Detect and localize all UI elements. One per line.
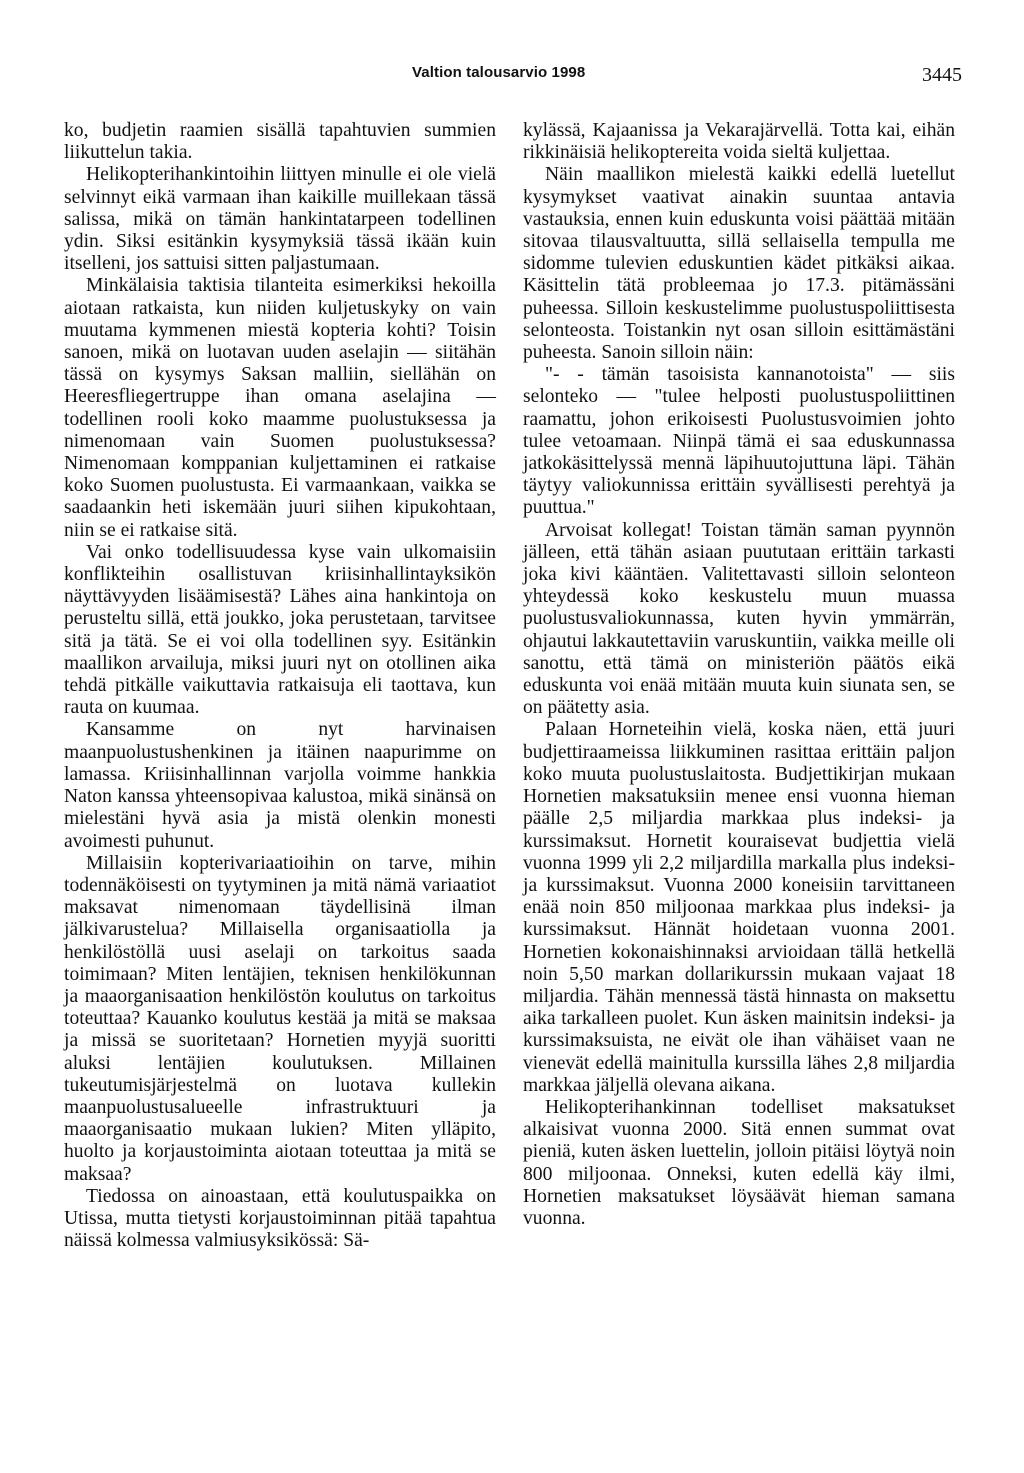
paragraph: Millaisiin kopterivariaatioihin on tarve, mihin todennäköisesti on tyytyminen ja mitä nämä variaatiot maksavat nimenomaan täydellisinä ilman jälkivarustelua? Millaisella organisaatiolla ja henkilöstöllä uusi aselaji on tarkoitus saada toimimaan? Miten lentäjien, teknisen henkilökunnan ja maaorganisaation henkilöstön koulutus on tarkoitus toteuttaa? Kauanko koulutus kestää ja mitä se maksaa ja missä se suoritetaan? Hornetien myyjä suoritti aluksi lentäjien koulutuksen. Millainen tukeutumisjärjestelmä on luotava kullekin maanpuolustusalueelle infrastruktuuri ja maaorganisaatio mukaan lukien? Miten ylläpito, huolto ja korjaustoiminta aiotaan toteuttaa ja mitä se maksaa? <box>64 852 496 1185</box>
paragraph: Minkälaisia taktisia tilanteita esimerkiksi hekoilla aiotaan ratkaista, kun niiden kuljetuskyky on vain muutama kymmenen miestä kopteria kohti? Toisin sanoen, mikä on luotavan uuden aselajin — siitähän tässä on kysymys Saksan malliin, siellähän on Heeresfliegertruppe ihan omana aselajina — todellinen rooli koko maamme puolustuksessa ja nimenomaan vain Suomen puolustuksessa? Nimenomaan komppanian kuljettaminen ei ratkaise koko Suomen puolustusta. Ei varmaankaan, vaikka se saadaankin heti iskemään juuri siihen kipukohtaan, niin se ei ratkaise sitä. <box>64 275 496 541</box>
paragraph: ko, budjetin raamien sisällä tapahtuvien summien liikuttelun takia. <box>64 120 496 164</box>
paragraph: Tiedossa on ainoastaan, että koulutuspaikka on Utissa, mutta tietysti korjaustoiminnan pitää tapahtua näissä kolmessa valmiusyksikössä: Sä- <box>64 1185 496 1252</box>
page-number: 3445 <box>922 64 962 86</box>
quotation-paragraph: "- - tämän tasoisista kannanotoista" — siis selonteko — "tulee helposti puolustuspoliittinen raamattu, johon erikoisesti Puolustusvoimien johto tulee vetoamaan. Niinpä tämä ei saa eduskunnassa jatkokäsittelyssä mennä läpihuutojuttuna läpi. Tähän täytyy valiokunnissa erittäin syvällisesti perehtyä ja puuttua." <box>523 364 955 519</box>
running-header-title: Valtion talousarvio 1998 <box>412 64 586 81</box>
paragraph: Näin maallikon mielestä kaikki edellä luetellut kysymykset vaativat ainakin suuntaa antavia vastauksia, ennen kuin eduskunta voisi päättää mitään sitovaa tilausvaltuutta, sillä sellaisella tempulla me sidomme tulevien eduskuntien kädet pitkäksi aikaa. Käsittelin tätä probleemaa jo 17.3. pitämässäni puheessa. Silloin keskustelimme puolustuspoliittisesta selonteosta. Toistankin nyt osan silloin esittämästäni puheesta. Sanoin silloin näin: <box>523 164 955 364</box>
paragraph: kylässä, Kajaanissa ja Vekarajärvellä. Totta kai, eihän rikkinäisiä helikoptereita voida sieltä kuljettaa. <box>523 120 955 164</box>
right-column <box>523 120 955 1230</box>
paragraph: Palaan Horneteihin vielä, koska näen, että juuri budjettiraameissa liikkuminen rasittaa erittäin paljon koko muuta puolustuslaitosta. Budjettikirjan mukaan Hornetien maksatuksiin menee ensi vuonna hieman päälle 2,5 miljardia markkaa plus indeksi- ja kurssimaksut. Hornetit kouraisevat budjettia vielä vuonna 1999 yli 2,2 miljardilla markalla plus indeksi- ja kurssimaksut. Vuonna 2000 koneisiin tarvittaneen enää noin 850 miljoonaa markkaa plus indeksi- ja kurssimaksut. Hännät hoidetaan vuonna 2001. Hornetien kokonaishinnaksi arvioidaan tällä hetkellä noin 5,50 markan dollarikurssin mukaan vajaat 18 miljardia. Tähän mennessä tästä hinnasta on maksettu aika tarkalleen puolet. Kun äsken mainitsin indeksi- ja kurssimaksuista, ne eivät ole ihan vähäiset vaan ne vienevät edellä mainitulla kurssilla lähes 2,8 miljardia markkaa jäljellä olevana aikana. <box>523 719 955 1096</box>
paragraph: Arvoisat kollegat! Toistan tämän saman pyynnön jälleen, että tähän asiaan puututaan erittäin tarkasti joka kivi kääntäen. Valitettavasti silloin selonteon yhteydessä koko keskustelu muun muassa puolustusvaliokunnassa, kuten hyvin ymmärrän, ohjautui lakkautettaviin varuskuntiin, vaikka meille oli sanottu, että tämä on ministeriön päätös eikä eduskunta voi enää mitään muuta kuin siunata sen, se on päätetty asia. <box>523 519 955 719</box>
left-column <box>64 120 496 1252</box>
paragraph: Helikopterihankintoihin liittyen minulle ei ole vielä selvinnyt eikä varmaan ihan kaikille muillekaan tässä salissa, mikä on tämän hankintatarpeen todellinen ydin. Siksi esitänkin kysymyksiä tässä ikään kuin itselleni, jos sattuisi sitten paljastumaan. <box>64 164 496 275</box>
paragraph: Helikopterihankinnan todelliset maksatukset alkaisivat vuonna 2000. Sitä ennen summat ovat pieniä, kuten äsken luettelin, jolloin pitäisi löytyä noin 800 miljoonaa. Onneksi, kuten edellä käy ilmi, Hornetien maksatukset löysäävät hieman samana vuonna. <box>523 1096 955 1229</box>
paragraph: Kansamme on nyt harvinaisen maanpuolustushenkinen ja itäinen naapurimme on lamassa. Kriisinhallinnan varjolla voimme hankkia Naton kanssa yhteensopivaa kalustoa, mikä sinänsä on mielestäni hyvä asia ja mistä olenkin monesti avoimesti puhunut. <box>64 719 496 852</box>
paragraph: Vai onko todellisuudessa kyse vain ulkomaisiin konflikteihin osallistuvan kriisinhallintayksikön näyttävyyden lisäämisestä? Lähes aina hankintoja on perusteltu sillä, että joukko, joka perustetaan, tarvitsee sitä ja tätä. Se ei voi olla todellinen syy. Esitänkin maallikon arvailuja, miksi juuri nyt on otollinen aika tehdä pitkälle vaikuttavia ratkaisuja eli taottava, kun rauta on kuumaa. <box>64 541 496 719</box>
